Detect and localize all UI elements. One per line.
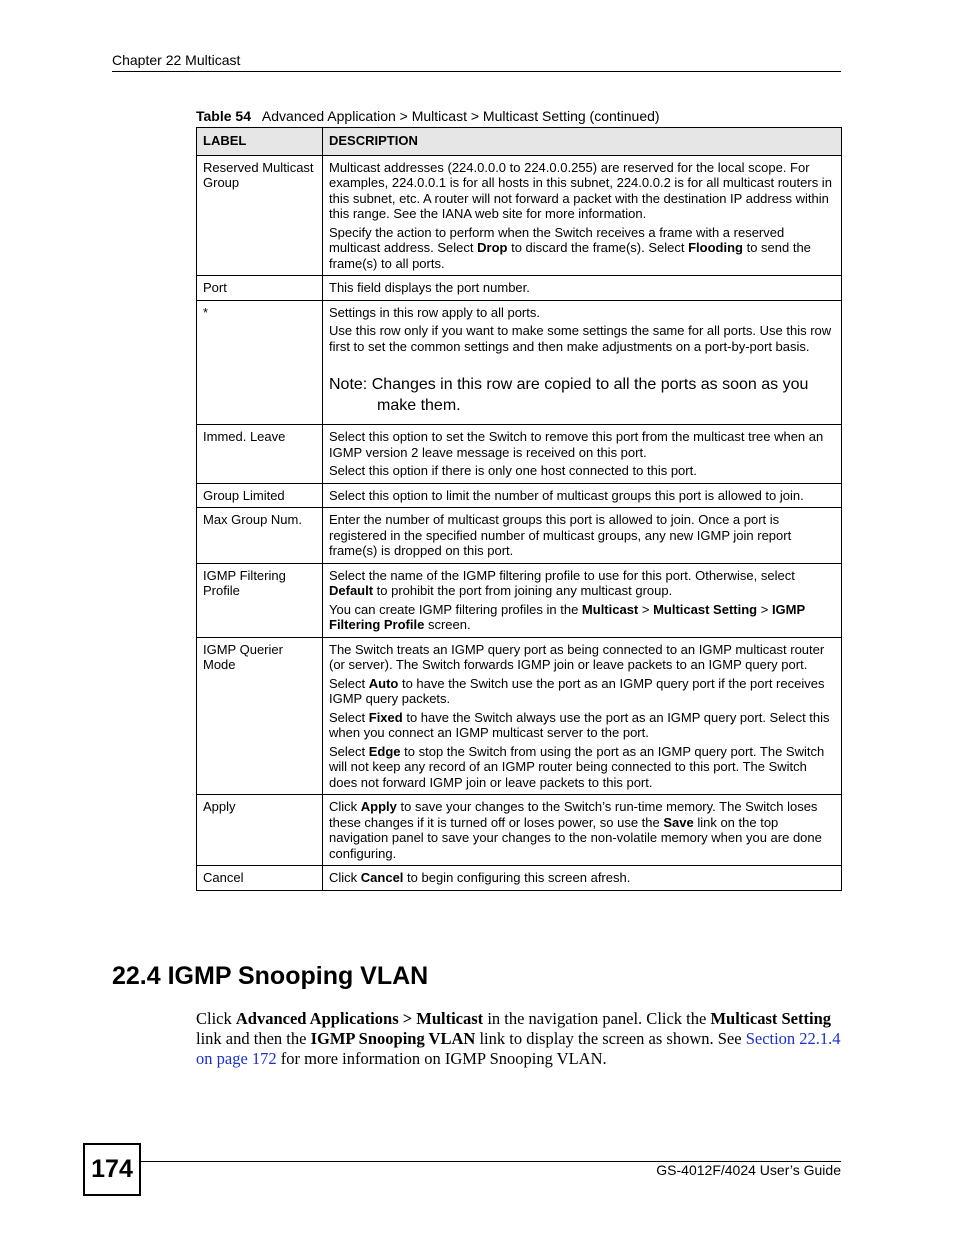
text-run: to begin configuring this screen afresh.: [403, 870, 631, 885]
text-run: You can create IGMP filtering profiles in the: [329, 601, 582, 617]
row-label: IGMP Querier Mode: [197, 637, 323, 795]
row-label: IGMP Filtering Profile: [197, 563, 323, 637]
row-label: Group Limited: [197, 483, 323, 508]
text-run: link on the top navigation panel to save your changes to the non-volatile memory when you are done configuring.: [329, 814, 822, 861]
description-paragraph: Enter the number of multicast groups this port is allowed to join. Once a port is registered in the specified number of multicast groups, any new IGMP join report frame(s) is dropped on this port.: [329, 512, 792, 558]
row-label: Cancel: [197, 866, 323, 891]
fixed-option: Fixed: [368, 709, 403, 725]
text-run: to save your changes to the Switch’s run-time memory. The Switch loses these changes if it is turned off or loses power, so use the: [329, 799, 818, 830]
guide-title: GS-4012F/4024 User’s Guide: [656, 1162, 841, 1178]
chapter-header: Chapter 22 Multicast: [112, 52, 241, 68]
row-label: *: [197, 300, 323, 425]
row-label: Apply: [197, 795, 323, 866]
multicast-setting-link-name: Multicast Setting: [710, 1009, 831, 1028]
row-description: [323, 483, 842, 508]
text-run: Click: [196, 1009, 236, 1028]
menu-path-igmp-filtering-profile: IGMP Filtering Profile: [329, 601, 805, 632]
row-label: Port: [197, 276, 323, 301]
description-paragraph: Select this option to set the Switch to remove this port from the multicast tree when an IGMP version 2 leave message is received on this port.: [329, 429, 824, 460]
nav-path-advanced-multicast: Advanced Applications > Multicast: [235, 1009, 484, 1028]
row-description: [323, 155, 842, 276]
table-row: [197, 795, 842, 866]
edge-option: Edge: [368, 743, 401, 759]
text-run: Select: [329, 743, 369, 759]
default-option: Default: [329, 583, 374, 598]
text-run: Select: [329, 709, 369, 725]
table-caption: [196, 108, 660, 124]
description-paragraph: This field displays the port number.: [329, 280, 530, 295]
page-number: 174: [83, 1143, 141, 1196]
text-run: to have the Switch always use the port as an IGMP query port. Select this when you connect an IGMP multicast server to the port.: [329, 709, 830, 740]
description-paragraph: Select this option to limit the number of multicast groups this port is allowed to join.: [329, 487, 804, 503]
cancel-term: Cancel: [360, 870, 404, 885]
header-divider: [112, 71, 841, 72]
table-title: Advanced Application > Multicast > Multicast Setting (continued): [261, 108, 660, 124]
text-run: Select the name of the IGMP filtering profile to use for this port. Otherwise, select: [329, 567, 795, 583]
text-run: to have the Switch use the port as an IGMP query port if the port receives IGMP query packets.: [329, 675, 825, 706]
text-run: link and then the: [196, 1029, 311, 1048]
igmp-snooping-vlan-link-name: IGMP Snooping VLAN: [310, 1029, 476, 1048]
text-run: link to display the screen as shown. See: [475, 1029, 746, 1048]
row-label: Max Group Num.: [197, 508, 323, 564]
text-run: Click: [329, 870, 361, 885]
section-heading: 22.4 IGMP Snooping VLAN: [112, 962, 429, 990]
table-header-row: [197, 128, 842, 156]
text-run: >: [757, 601, 772, 617]
table-row: [197, 276, 842, 301]
text-run: Click: [329, 799, 361, 814]
table-row: [197, 425, 842, 484]
table-row: [197, 508, 842, 564]
table-row: [197, 866, 842, 891]
text-run: Specify the action to perform when the Switch receives a frame with a reserved multicast address. Select: [329, 224, 785, 255]
table-row: [197, 637, 842, 795]
menu-path-multicast-setting: Multicast Setting: [653, 601, 758, 617]
row-label: Immed. Leave: [197, 425, 323, 484]
table-number: Table 54: [196, 108, 251, 124]
description-paragraph: Use this row only if you want to make some settings the same for all ports. Use this row first to set the common settings and then make adjustments on a port-by-port basis.: [329, 323, 832, 354]
text-run: in the navigation panel. Click the: [483, 1009, 711, 1028]
text-run: to send the frame(s) to all ports.: [329, 240, 811, 271]
description-paragraph: [329, 744, 835, 791]
row-description: [323, 563, 842, 637]
text-run: screen.: [424, 617, 471, 632]
text-run: Select: [329, 675, 369, 691]
settings-table: [196, 127, 842, 891]
text-run: to discard the frame(s). Select: [507, 240, 689, 255]
row-description: [323, 508, 842, 564]
description-paragraph: [329, 870, 835, 886]
drop-option: Drop: [477, 240, 508, 255]
description-paragraph: Select this option if there is only one host connected to this port.: [329, 463, 697, 478]
flooding-option: Flooding: [688, 240, 743, 255]
note-text: Note: Changes in this row are copied to all the ports as soon as you make them.: [329, 376, 809, 414]
apply-term: Apply: [360, 799, 397, 814]
section-cross-reference-link[interactable]: Section 22.1.4 on page 172: [196, 1029, 841, 1068]
description-paragraph: [329, 568, 835, 599]
row-label: Reserved Multicast Group: [197, 155, 323, 276]
description-paragraph: [329, 710, 835, 741]
row-description: [323, 276, 842, 301]
description-paragraph: Settings in this row apply to all ports.: [329, 304, 540, 320]
section-body-paragraph: [196, 1009, 842, 1069]
row-description: [323, 795, 842, 866]
text-run: to stop the Switch from using the port as an IGMP query port. The Switch will not keep any record of an IGMP router being connected to this port. The Switch does not forward IGMP join or leave packets to this port.: [329, 743, 825, 790]
row-description: [323, 300, 842, 425]
row-description: [323, 425, 842, 484]
table-row: [197, 155, 842, 276]
text-run: to prohibit the port from joining any multicast group.: [373, 583, 673, 598]
description-column-header: DESCRIPTION: [323, 128, 842, 156]
row-description: [323, 637, 842, 795]
description-paragraph: [329, 799, 835, 861]
text-run: for more information on IGMP Snooping VLAN.: [276, 1049, 607, 1068]
table-row: [197, 300, 842, 425]
menu-path-multicast: Multicast: [581, 601, 639, 617]
description-paragraph: The Switch treats an IGMP query port as being connected to an IGMP multicast router (or server). The Switch forwards IGMP join or leave packets to an IGMP query port.: [329, 641, 825, 672]
table-row: [197, 563, 842, 637]
text-run: >: [638, 601, 654, 617]
description-paragraph: [329, 602, 835, 633]
row-description: [323, 866, 842, 891]
description-paragraph: Multicast addresses (224.0.0.0 to 224.0.0.255) are reserved for the local scope. For examples, 224.0.0.1 is for all hosts in this subnet, 224.0.0.2 is for all multicast routers in this subnet, etc. A router will not forward a packet with the destination IP address within this range. See the IANA web site for more information.: [329, 159, 832, 221]
description-paragraph: [329, 676, 835, 707]
description-paragraph: [329, 225, 835, 272]
label-column-header: LABEL: [197, 128, 323, 156]
save-term: Save: [663, 814, 694, 830]
auto-option: Auto: [368, 675, 399, 691]
table-row: [197, 483, 842, 508]
